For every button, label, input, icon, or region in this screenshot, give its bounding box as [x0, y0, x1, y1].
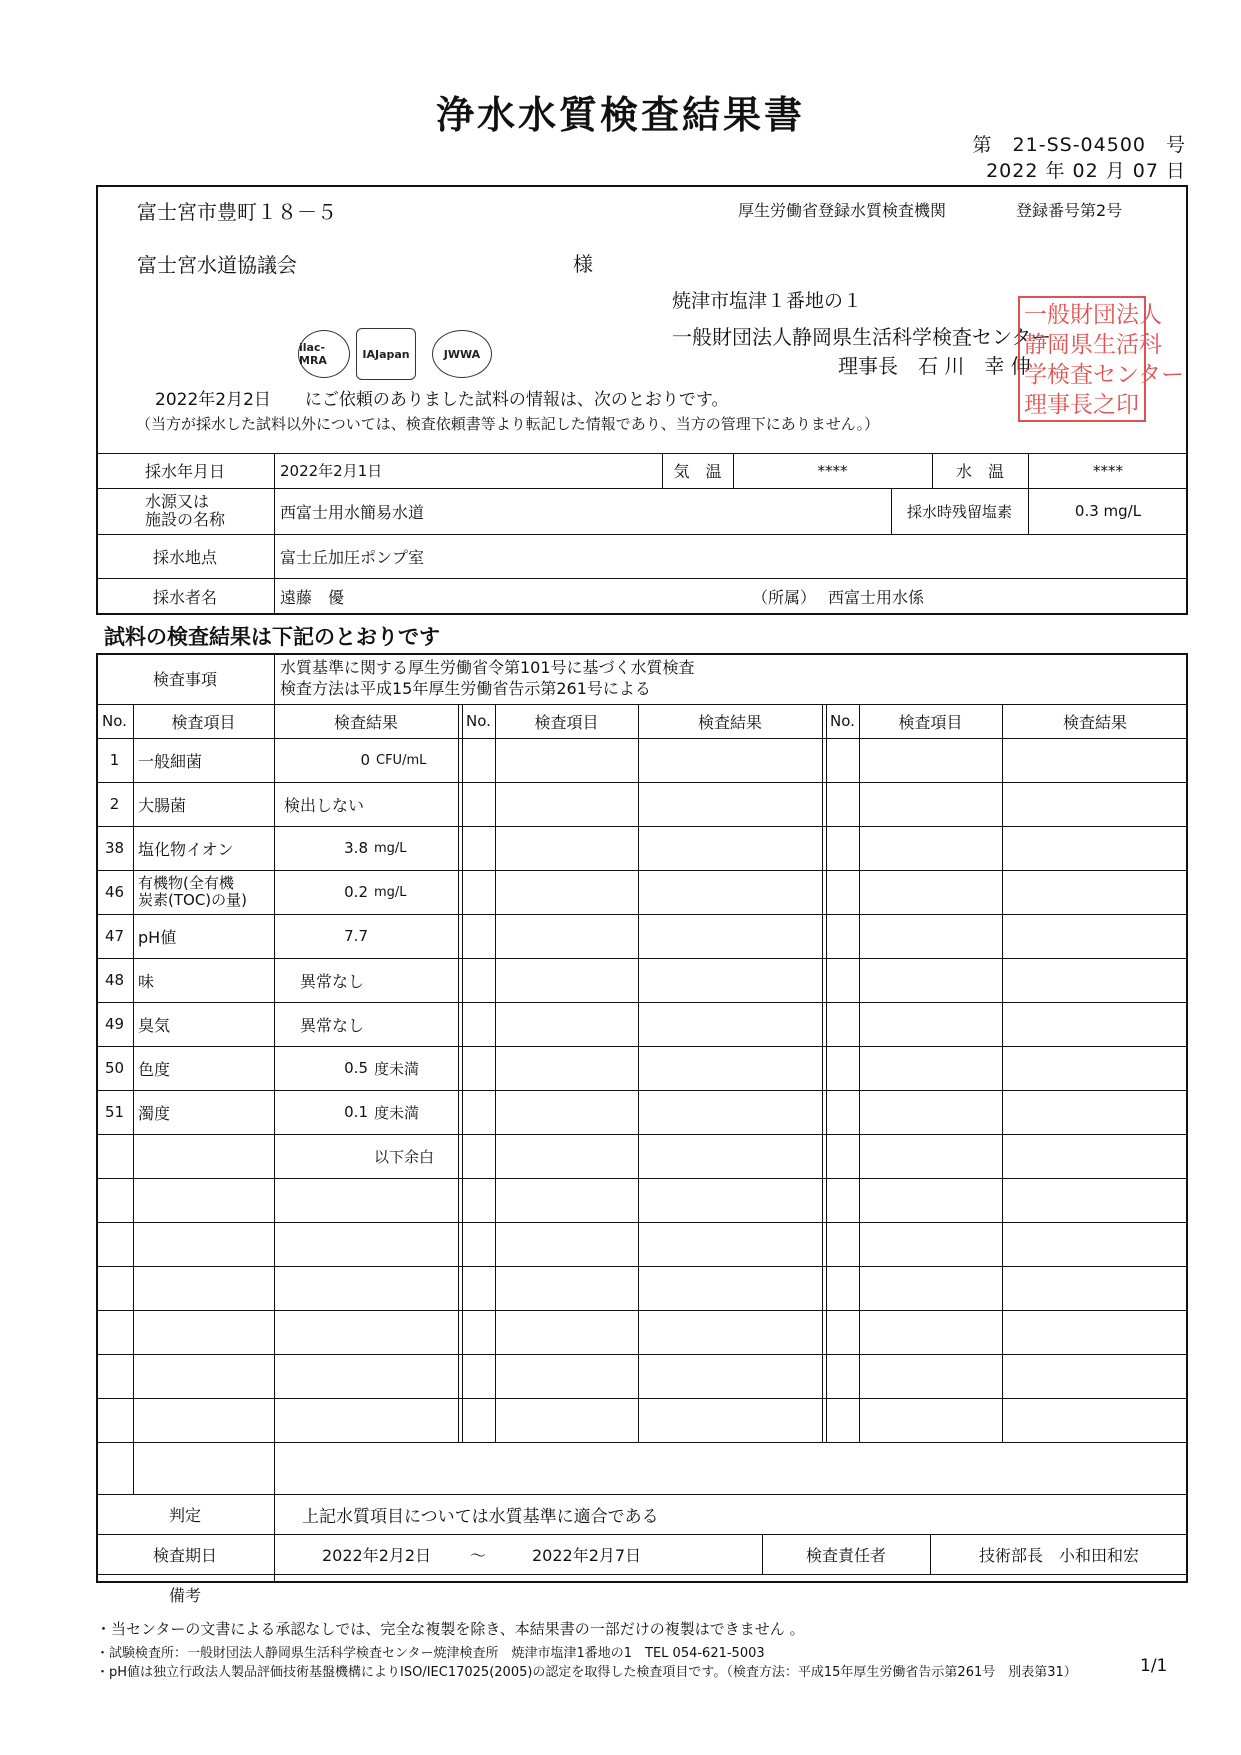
row-unit: [374, 1002, 454, 1046]
air-temp-value: ****: [817, 461, 848, 480]
row-no: 51: [104, 1103, 125, 1121]
location-label: 採水地点: [152, 547, 217, 567]
row-value: 異常なし: [300, 1015, 365, 1035]
row-no: 46: [104, 883, 125, 901]
end-of-entries: 以下余白: [374, 1147, 435, 1166]
row-value: 7.7: [344, 927, 368, 945]
col-no-1: No.: [102, 712, 127, 730]
row-item: 一般細菌: [138, 751, 203, 771]
row-value: 0.1: [344, 1103, 368, 1121]
client-honorific: 様: [573, 252, 593, 276]
col-item-2: 検査項目: [534, 712, 599, 732]
disclaimer: （当方が採水した試料以外については、検査依頼書等より転記した情報であり、当方の管理下にありません。）: [136, 415, 880, 433]
row-item: 有機物(全有機 炭素(TOC)の量): [138, 873, 247, 909]
row-value: 異常なし: [300, 971, 365, 991]
registration-org: 厚生労働省登録水質検査機関: [738, 201, 947, 220]
row-no: 50: [104, 1059, 125, 1077]
issuer-organization: 一般財団法人静岡県生活科学検査センター: [672, 325, 1052, 349]
source-label: 水源又は 施設の名称: [144, 491, 225, 529]
row-unit: mg/L: [374, 884, 407, 900]
col-item-1: 検査項目: [171, 712, 236, 732]
row-unit: mg/L: [374, 840, 407, 856]
client-address: 富士宮市豊町１８－５: [137, 200, 337, 224]
document-number: 第 21-SS-04500 号: [972, 134, 1186, 156]
official-seal: 一般財団法人 静岡県生活科 学検査センター 理事長之印: [1018, 296, 1146, 422]
responsible-label: 検査責任者: [805, 1545, 886, 1565]
row-item: 臭気: [138, 1015, 171, 1035]
jwwa-logo: JWWA: [432, 330, 492, 378]
iajapan-logo: IAJapan: [356, 328, 416, 380]
col-result-1: 検査結果: [333, 712, 398, 732]
row-unit: 度未満: [374, 1103, 420, 1122]
sampler-label: 採水者名: [152, 588, 217, 607]
responsible-value: 技術部長 小和田和宏: [978, 1545, 1139, 1565]
judgement-value: 上記水質項目については水質基準に適合である: [302, 1506, 659, 1527]
row-no: 2: [109, 795, 120, 813]
document-date: 2022 年 02 月 07 日: [986, 160, 1186, 182]
col-item-3: 検査項目: [898, 712, 963, 732]
col-result-2: 検査結果: [697, 712, 762, 732]
water-temp-value: ****: [1093, 461, 1123, 480]
page-number: 1/1: [1140, 1656, 1168, 1676]
row-value: 検出しない: [284, 795, 365, 815]
inspection-label: 検査事項: [152, 670, 217, 689]
chlorine-label: 採水時残留塩素: [906, 502, 1012, 521]
registration-number: 登録番号第2号: [1016, 201, 1123, 220]
issuer-chair: 理事長 石 川 幸 伸: [838, 354, 1031, 378]
footer-note-lab: ・試験検査所：一般財団法人静岡県生活科学検査センター焼津検査所 焼津市塩津1番地の1 TEL 054-621-5003: [96, 1646, 765, 1661]
location-value: 富士丘加圧ポンプ室: [280, 547, 425, 567]
request-line: 2022年2月2日 にご依頼のありました試料の情報は、次のとおりです。: [155, 390, 729, 410]
row-unit: [376, 782, 456, 826]
affiliation-label: （所属）: [752, 588, 817, 607]
sampler-value: 遠藤 優: [280, 588, 345, 607]
results-heading: 試料の検査結果は下記のとおりです: [104, 625, 440, 649]
air-temp-label: 気 温: [673, 462, 722, 481]
row-no: 48: [104, 971, 125, 989]
col-no-3: No.: [830, 712, 855, 730]
inspection-line-1: 水質基準に関する厚生労働省令第101号に基づく水質検査: [280, 658, 695, 677]
remarks-label: 備考: [168, 1585, 201, 1605]
row-value: 0.5: [344, 1059, 368, 1077]
row-item: [138, 1134, 272, 1178]
row-no: 1: [109, 751, 120, 769]
period-separator: ～: [470, 1545, 487, 1565]
period-start: 2022年2月2日: [322, 1545, 432, 1565]
row-no: 47: [104, 927, 125, 945]
row-no: 38: [104, 839, 125, 857]
sample-date-value: 2022年2月1日: [280, 462, 383, 480]
row-value: 0.2: [344, 883, 368, 901]
row-unit: [374, 914, 454, 958]
row-unit: 度未満: [374, 1059, 420, 1078]
issuer-address: 焼津市塩津１番地の１: [672, 290, 863, 312]
row-value: [278, 1134, 368, 1178]
document-title: 浄水水質検査結果書: [435, 93, 805, 137]
period-end: 2022年2月7日: [532, 1545, 642, 1565]
client-name: 富士宮水道協議会: [137, 253, 297, 277]
row-unit: CFU/mL: [376, 752, 427, 768]
row-no: [96, 1134, 133, 1178]
row-unit: [374, 958, 454, 1002]
source-value: 西富士用水簡易水道: [280, 502, 425, 522]
footer-note-ph: ・pH値は独立行政法人製品評価技術基盤機構によりISO/IEC17025(2005)の認定を取得した検査項目です。（検査方法：平成15年厚生労働省告示第261号 別表第31）: [96, 1665, 1077, 1680]
row-item: pH値: [138, 927, 177, 947]
inspection-line-2: 検査方法は平成15年厚生労働省告示第261号による: [280, 679, 651, 698]
row-item: 濁度: [138, 1103, 171, 1123]
row-item: 塩化物イオン: [138, 839, 234, 859]
row-item: 味: [138, 971, 155, 991]
judgement-label: 判定: [168, 1505, 201, 1525]
row-value: 3.8: [344, 839, 368, 857]
ilac-mra-logo: ilac-MRA: [298, 330, 350, 378]
footer-note-copy: ・当センターの文書による承認なしでは、完全な複製を除き、本結果書の一部だけの複製はできません 。: [96, 1620, 805, 1638]
affiliation-value: 西富士用水係: [828, 588, 925, 607]
sample-date-label: 採水年月日: [144, 462, 225, 481]
row-item: 色度: [138, 1059, 171, 1079]
col-no-2: No.: [466, 712, 491, 730]
chlorine-value: 0.3 mg/L: [1074, 502, 1142, 520]
row-value: 0: [360, 751, 370, 769]
row-no: 49: [104, 1015, 125, 1033]
period-label: 検査期日: [152, 1545, 217, 1565]
water-temp-label: 水 温: [955, 462, 1004, 481]
col-result-3: 検査結果: [1062, 712, 1127, 732]
row-item: 大腸菌: [138, 795, 187, 815]
